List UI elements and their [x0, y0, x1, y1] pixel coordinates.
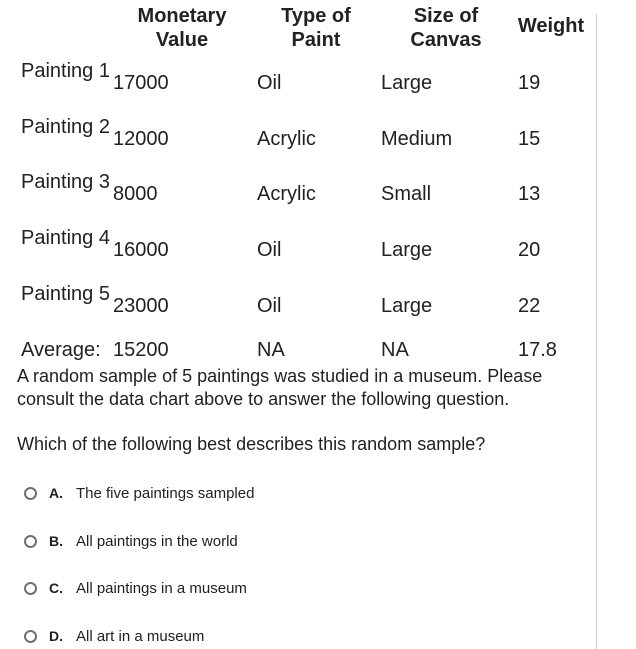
cell-monetary-value: 17000 [113, 72, 169, 94]
cell-paint-type: Oil [257, 239, 282, 261]
row-label: Painting 2 [21, 116, 110, 138]
right-divider [596, 14, 597, 649]
cell-weight: 22 [518, 295, 541, 317]
option-text: All art in a museum [76, 627, 205, 645]
option-letter: C. [49, 580, 63, 596]
average-paint-type: NA [257, 339, 285, 361]
cell-paint-type: Oil [257, 72, 282, 94]
header-monetary-value: Monetary Value [137, 5, 227, 51]
cell-monetary-value: 16000 [113, 239, 169, 261]
header-size-of-canvas: Size of Canvas [410, 5, 482, 51]
cell-weight: 15 [518, 128, 541, 150]
option-c[interactable] [24, 577, 247, 599]
option-letter: A. [49, 485, 63, 501]
row-label: Painting 4 [21, 227, 110, 249]
option-letter: B. [49, 533, 63, 549]
cell-monetary-value: 12000 [113, 128, 169, 150]
cell-canvas-size: Large [381, 239, 433, 261]
cell-canvas-size: Large [381, 72, 433, 94]
option-b[interactable] [24, 530, 238, 552]
cell-paint-type: Acrylic [257, 183, 316, 205]
radio-button[interactable] [24, 630, 37, 643]
header-type-of-paint: Type of Paint [281, 5, 351, 51]
option-letter: D. [49, 628, 63, 644]
option-text: All paintings in a museum [76, 579, 247, 597]
radio-button[interactable] [24, 535, 37, 548]
cell-paint-type: Oil [257, 295, 282, 317]
cell-weight: 20 [518, 239, 541, 261]
question-intro: A random sample of 5 paintings was studied in a museum. Please consult the data chart above to answer the following question. [17, 366, 543, 409]
cell-weight: 19 [518, 72, 541, 94]
cell-canvas-size: Small [381, 183, 432, 205]
average-weight: 17.8 [518, 339, 557, 361]
cell-paint-type: Acrylic [257, 128, 316, 150]
average-label: Average: [21, 339, 101, 361]
radio-button[interactable] [24, 582, 37, 595]
option-d[interactable] [24, 625, 204, 647]
question-prompt: Which of the following best describes this random sample? [17, 434, 486, 454]
average-canvas-size: NA [381, 339, 409, 361]
radio-button[interactable] [24, 487, 37, 500]
option-text: All paintings in the world [76, 532, 238, 550]
cell-monetary-value: 23000 [113, 295, 169, 317]
row-label: Painting 1 [21, 60, 110, 82]
cell-canvas-size: Large [381, 295, 433, 317]
average-monetary-value: 15200 [113, 339, 169, 361]
option-a[interactable] [24, 482, 254, 504]
cell-monetary-value: 8000 [113, 183, 158, 205]
cell-canvas-size: Medium [381, 128, 453, 150]
option-text: The five paintings sampled [76, 484, 255, 502]
header-weight: Weight [517, 15, 585, 37]
row-label: Painting 3 [21, 171, 110, 193]
cell-weight: 13 [518, 183, 541, 205]
row-label: Painting 5 [21, 283, 110, 305]
